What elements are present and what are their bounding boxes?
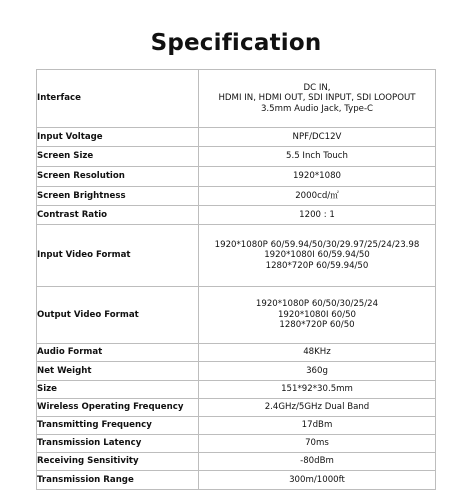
spec-value	[199, 435, 436, 453]
table-row	[37, 206, 436, 225]
spec-value-line: HDMI IN, HDMI OUT, SDI INPUT, SDI LOOPOUT	[218, 93, 416, 104]
spec-value-line: 1280*720P 60/59.94/50	[265, 260, 369, 271]
spec-value-line: 3.5mm Audio Jack, Type-C	[260, 103, 374, 114]
table-row	[37, 70, 436, 128]
spec-label: Wireless Operating Frequency	[37, 399, 199, 417]
spec-value	[199, 471, 436, 490]
spec-label: Transmission Latency	[37, 435, 199, 453]
table-row	[37, 344, 436, 362]
spec-label: Input Voltage	[37, 128, 199, 147]
spec-label: Transmitting Frequency	[37, 417, 199, 435]
spec-value-line: 1200 : 1	[299, 209, 335, 220]
spec-value	[199, 206, 436, 225]
table-row	[37, 471, 436, 490]
table-row	[37, 225, 436, 287]
spec-value-line: 17dBm	[301, 420, 333, 431]
table-row	[37, 435, 436, 453]
spec-value	[199, 70, 436, 128]
table-row	[37, 187, 436, 206]
spec-value	[199, 287, 436, 344]
table-row	[37, 381, 436, 399]
spec-value	[199, 417, 436, 435]
table-row	[37, 167, 436, 187]
page-title: Specification	[150, 30, 322, 56]
spec-value-line: 1280*720P 60/50	[279, 320, 355, 331]
table-row	[37, 362, 436, 381]
spec-value-line: 2000cd/㎡	[295, 190, 339, 201]
spec-label: Size	[37, 381, 199, 399]
spec-value-line: 1920*1080I 60/50	[277, 309, 357, 320]
spec-label: Transmission Range	[37, 471, 199, 490]
specification-table	[36, 69, 436, 490]
spec-value-line: -80dBm	[300, 456, 334, 467]
spec-value	[199, 362, 436, 381]
spec-value	[199, 225, 436, 287]
spec-label: Screen Resolution	[37, 167, 199, 187]
table-row	[37, 417, 436, 435]
spec-value-line: 1920*1080	[292, 171, 342, 182]
spec-label: Input Video Format	[37, 225, 199, 287]
spec-label: Screen Brightness	[37, 187, 199, 206]
spec-value-line: DC IN,	[303, 82, 331, 93]
table-row	[37, 287, 436, 344]
spec-label: Receiving Sensitivity	[37, 453, 199, 471]
spec-value-line: 300m/1000ft	[289, 474, 345, 485]
spec-value	[199, 453, 436, 471]
spec-value-line: 5.5 Inch Touch	[286, 151, 348, 162]
spec-value-line: 1920*1080I 60/59.94/50	[264, 250, 370, 261]
spec-value-line: NPF/DC12V	[292, 131, 342, 142]
spec-label: Contrast Ratio	[37, 206, 199, 225]
spec-value	[199, 344, 436, 362]
spec-value-line: 1920*1080P 60/59.94/50/30/29.97/25/24/23.98	[214, 239, 420, 250]
spec-value-line: 48KHz	[303, 347, 331, 358]
table-row	[37, 128, 436, 147]
table-row	[37, 453, 436, 471]
spec-label: Screen Size	[37, 147, 199, 167]
spec-value	[199, 381, 436, 399]
spec-value	[199, 399, 436, 417]
spec-label: Net Weight	[37, 362, 199, 381]
spec-value-line: 2.4GHz/5GHz Dual Band	[264, 402, 370, 413]
spec-value	[199, 128, 436, 147]
spec-label: Interface	[37, 70, 199, 128]
spec-label: Audio Format	[37, 344, 199, 362]
spec-value	[199, 167, 436, 187]
spec-value-line: 151*92*30.5mm	[281, 384, 353, 395]
spec-label: Output Video Format	[37, 287, 199, 344]
spec-value-line: 70ms	[305, 438, 329, 449]
table-row	[37, 147, 436, 167]
spec-value-line: 1920*1080P 60/50/30/25/24	[255, 299, 379, 310]
spec-value-line: 360g	[306, 365, 328, 376]
table-row	[37, 399, 436, 417]
spec-value	[199, 187, 436, 206]
spec-value	[199, 147, 436, 167]
